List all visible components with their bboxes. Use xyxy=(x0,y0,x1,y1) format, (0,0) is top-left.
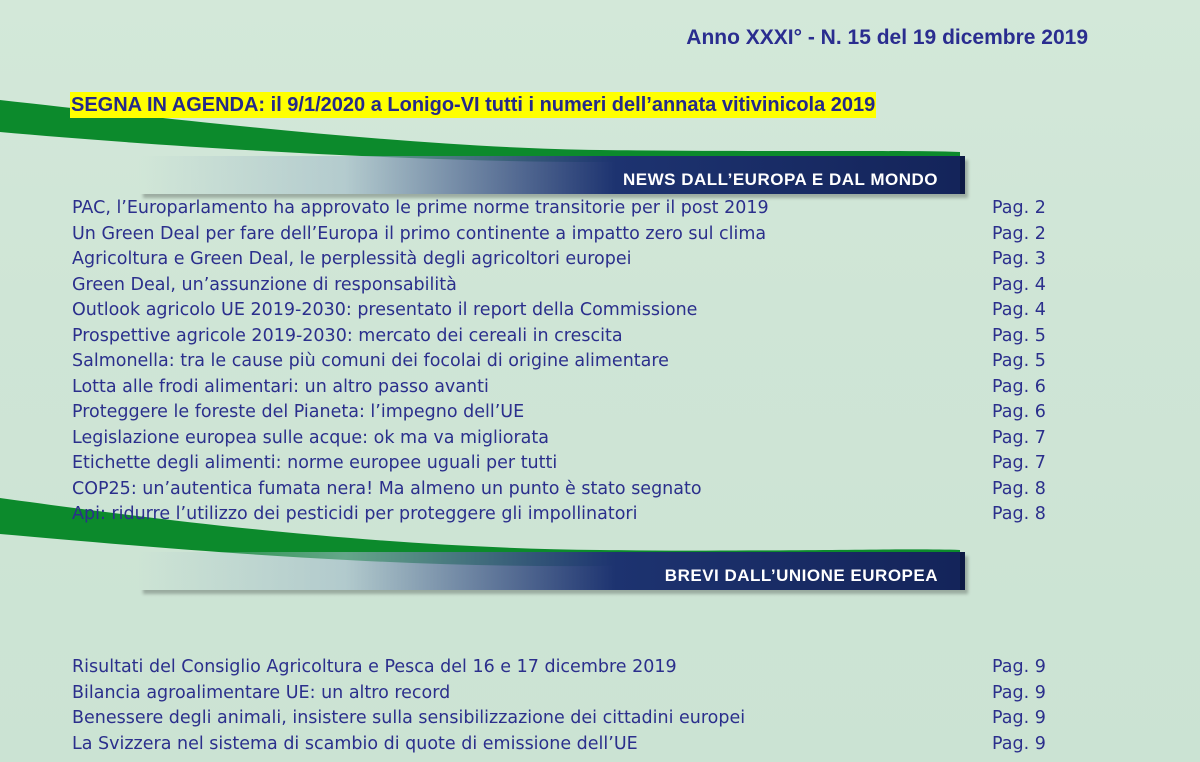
toc-entry[interactable] xyxy=(72,349,1072,375)
toc-entry[interactable] xyxy=(72,681,1072,707)
toc-entry-page: Pag. 3 xyxy=(992,249,1046,269)
toc-entry[interactable] xyxy=(72,400,1072,426)
toc-entry-page: Pag. 2 xyxy=(992,198,1046,218)
toc-entry-title: La Svizzera nel sistema di scambio di quote di emissione dell’UE xyxy=(72,733,638,754)
toc-entry[interactable] xyxy=(72,426,1072,452)
toc-entry[interactable] xyxy=(72,375,1072,401)
toc-entry[interactable] xyxy=(72,222,1072,248)
section-title: BREVI DALL’UNIONE EUROPEA xyxy=(664,566,938,585)
toc-entry-title: Risultati del Consiglio Agricoltura e Pesca del 16 e 17 dicembre 2019 xyxy=(72,657,677,677)
toc-entry-title: PAC, l’Europarlamento ha approvato le prime norme transitorie per il post 2019 xyxy=(72,198,769,218)
toc-entry-page: Pag. 4 xyxy=(992,300,1046,320)
toc-entry-title: Legislazione europea sulle acque: ok ma va migliorata xyxy=(72,427,549,448)
toc-entry-page: Pag. 8 xyxy=(992,478,1046,499)
toc-entry[interactable] xyxy=(72,273,1072,299)
toc-entry-page: Pag. 9 xyxy=(992,708,1046,728)
toc-entry[interactable] xyxy=(72,732,1072,758)
toc-entry-page: Pag. 5 xyxy=(992,351,1046,371)
toc-entry-title: Benessere degli animali, insistere sulla sensibilizzazione dei cittadini europei xyxy=(72,708,746,728)
toc-entry[interactable] xyxy=(72,298,1072,324)
toc-entry[interactable] xyxy=(72,706,1072,732)
section-title: NEWS DALL’EUROPA E DAL MONDO xyxy=(623,170,938,189)
toc-entry-page: Pag. 8 xyxy=(992,504,1046,524)
toc-entry-page: Pag. 5 xyxy=(992,325,1046,346)
toc-entry-title: Salmonella: tra le cause più comuni dei focolai di origine alimentare xyxy=(72,351,669,371)
toc-entry-page: Pag. 4 xyxy=(992,274,1046,295)
toc-entry-title: Api: ridurre l’utilizzo dei pesticidi per proteggere gli impollinatori xyxy=(72,504,638,524)
toc-news xyxy=(72,196,1072,528)
toc-entry-page: Pag. 7 xyxy=(992,453,1046,473)
toc-entry[interactable] xyxy=(72,477,1072,503)
section-banner-news xyxy=(140,156,965,194)
toc-entry-title: Lotta alle frodi alimentari: un altro passo avanti xyxy=(72,376,489,397)
issue-number: Anno XXXI° - N. 15 del 19 dicembre 2019 xyxy=(686,26,1088,49)
toc-entry-page: Pag. 6 xyxy=(992,376,1046,397)
toc-entry-page: Pag. 6 xyxy=(992,402,1046,422)
toc-entry[interactable] xyxy=(72,451,1072,477)
toc-entry-page: Pag. 2 xyxy=(992,223,1046,244)
agenda-notice: SEGNA IN AGENDA: il 9/1/2020 a Lonigo-VI tutti i numeri dell’annata vitivinicola 2019 xyxy=(71,94,876,116)
toc-entry-title: Un Green Deal per fare dell’Europa il primo continente a impatto zero sul clima xyxy=(72,223,767,244)
section-banner-brevi xyxy=(140,552,965,590)
toc-entry-title: Etichette degli alimenti: norme europee uguali per tutti xyxy=(72,453,558,473)
toc-entry-page: Pag. 7 xyxy=(992,427,1046,448)
toc-entry-title: Outlook agricolo UE 2019-2030: presentato il report della Commissione xyxy=(72,300,698,320)
toc-entry[interactable] xyxy=(72,324,1072,350)
toc-entry[interactable] xyxy=(72,196,1072,222)
toc-entry-title: COP25: un’autentica fumata nera! Ma almeno un punto è stato segnato xyxy=(72,478,702,499)
toc-entry[interactable] xyxy=(72,655,1072,681)
toc-entry-title: Bilancia agroalimentare UE: un altro record xyxy=(72,682,451,703)
toc-entry-page: Pag. 9 xyxy=(992,733,1046,754)
toc-entry-title: Proteggere le foreste del Pianeta: l’impegno dell’UE xyxy=(72,402,525,422)
toc-entry-page: Pag. 9 xyxy=(992,682,1046,703)
toc-entry-title: Green Deal, un’assunzione di responsabilità xyxy=(72,274,457,295)
toc-entry[interactable] xyxy=(72,247,1072,273)
toc-entry-title: Prospettive agricole 2019-2030: mercato dei cereali in crescita xyxy=(72,325,623,346)
toc-entry[interactable] xyxy=(72,502,1072,528)
toc-brevi xyxy=(72,655,1072,757)
toc-entry-page: Pag. 9 xyxy=(992,657,1046,677)
toc-entry-title: Agricoltura e Green Deal, le perplessità degli agricoltori europei xyxy=(72,249,632,269)
